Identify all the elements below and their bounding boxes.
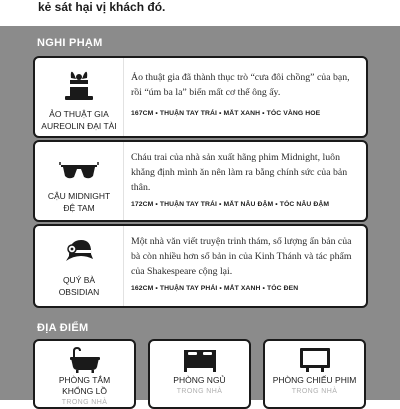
suspect-name: QUÝ BÀ OBSIDIAN xyxy=(58,275,100,297)
suspect-profile xyxy=(35,58,124,136)
suspect-card-obsidian xyxy=(33,224,368,308)
location-card-bathroom xyxy=(33,339,136,409)
sunglasses-icon xyxy=(59,150,99,186)
location-type: TRONG NHÀ xyxy=(176,388,223,395)
suspect-stats: 167CM • THUẬN TAY TRÁI • MẮT XANH • TÓC VÀNG HOE xyxy=(131,110,321,117)
location-card-bedroom xyxy=(148,339,251,409)
location-card-cinema xyxy=(263,339,366,409)
suspect-stats: 172CM • THUẬN TAY TRÁI • MẮT NÂU ĐẬM • TÓC NÂU ĐẬM xyxy=(131,201,330,208)
tv-screen-icon xyxy=(298,346,332,374)
suspect-name: ẢO THUẬT GIA AUREOLIN ĐẠI TÀI xyxy=(41,109,117,131)
location-type: TRONG NHÀ xyxy=(61,399,108,406)
suspect-profile xyxy=(35,226,124,306)
suspect-name: CẬU MIDNIGHT ĐỆ TAM xyxy=(47,191,111,213)
locations-heading: ĐỊA ĐIỂM xyxy=(37,322,89,334)
cloche-hat-icon xyxy=(61,234,97,270)
suspects-heading: NGHI PHẠM xyxy=(37,37,103,49)
intro-text: kẻ sát hại vị khách đó. xyxy=(0,0,400,26)
suspect-description: Ảo thuật gia đã thành thục trò “cưa đôi chồng” của bạn, rồi “úm ba la” biến mất cơ thể ông ấy. xyxy=(131,72,350,98)
bed-icon xyxy=(182,346,218,374)
location-type: TRONG NHÀ xyxy=(291,388,338,395)
suspect-stats: 162CM • THUẬN TAY PHẢI • MẮT XANH • TÓC ĐEN xyxy=(131,285,299,292)
suspect-description: Một nhà văn viết truyện trinh thám, số lượng ấn bản của bà còn nhiều hơn số bản in của Kinh Thánh và tác phẩm của Shakespeare cộng lại. xyxy=(131,236,352,277)
suspect-profile xyxy=(35,142,124,220)
suspect-card-aureolin xyxy=(33,56,368,138)
location-name: PHÒNG NGỦ TRONG NHÀ xyxy=(150,375,249,397)
location-name: PHÒNG TẮM KHỔNG LỒ TRONG NHÀ xyxy=(35,375,134,408)
location-name: PHÒNG CHIẾU PHIM TRONG NHÀ xyxy=(265,375,364,397)
bathtub-icon xyxy=(68,346,102,374)
suspect-card-midnight xyxy=(33,140,368,222)
suspect-description: Cháu trai của nhà sản xuất hãng phim Midnight, luôn khẳng định mình ăn nên làm ra bằng chính sức của bản thân. xyxy=(131,152,348,193)
magician-hat-icon xyxy=(62,66,96,102)
